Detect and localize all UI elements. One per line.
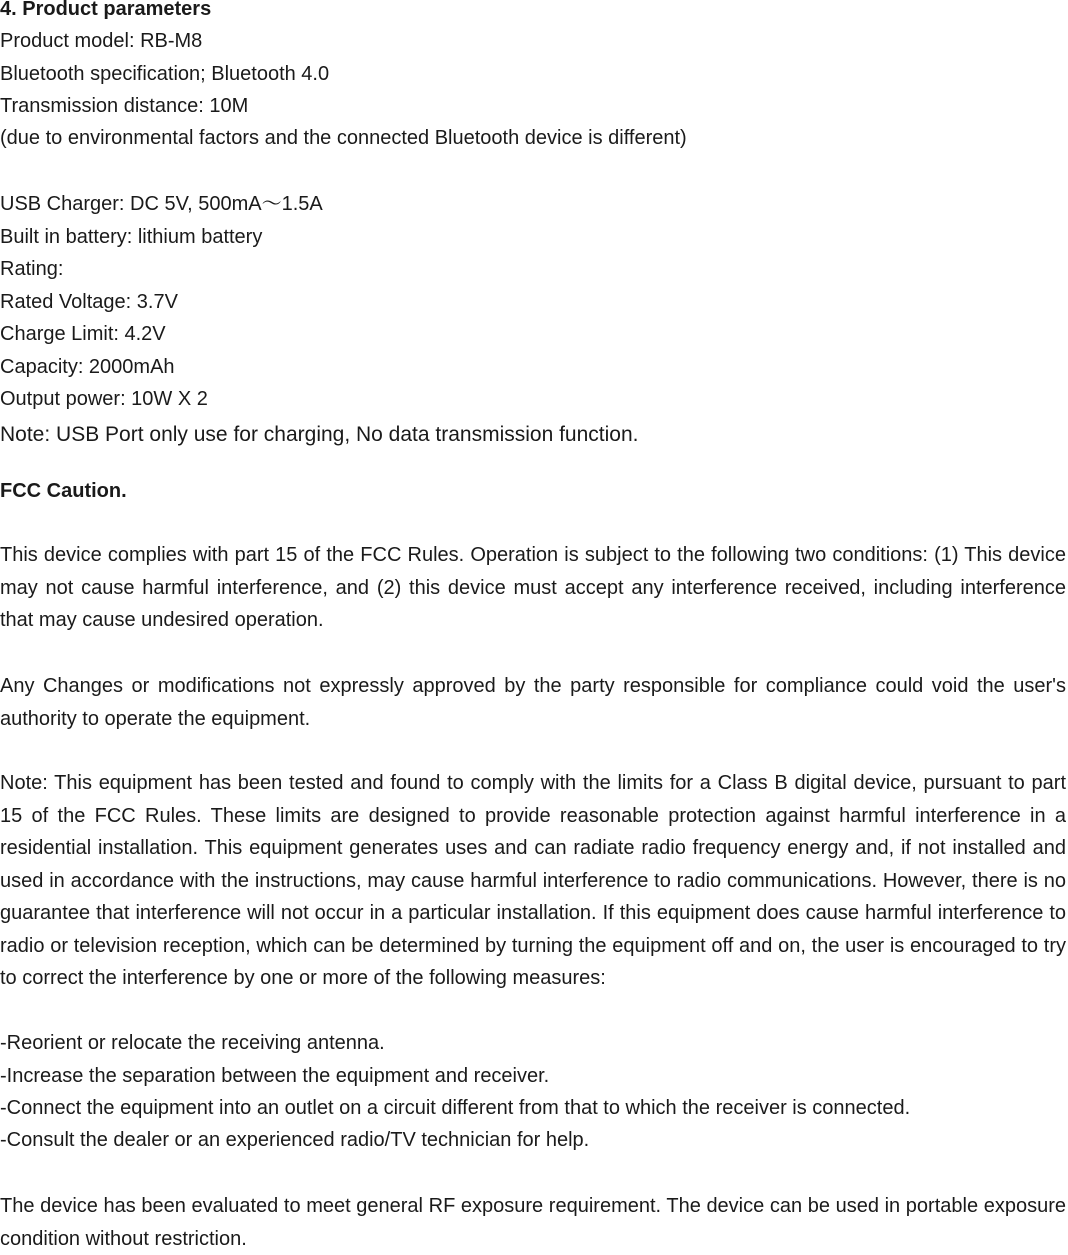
measure-item: -Connect the equipment into an outlet on a circuit different from that to which the receiver is connected. [0,1097,911,1119]
param-rated-voltage: Rated Voltage: 3.7V [0,291,178,313]
measure-item: -Reorient or relocate the receiving antenna. [0,1032,385,1054]
measure-item: -Increase the separation between the equipment and receiver. [0,1065,550,1087]
rf-exposure-paragraph: The device has been evaluated to meet general RF exposure requirement. The device can be used in portable exposure condition without restriction. [0,1195,1066,1250]
param-output-power: Output power: 10W X 2 [0,388,208,410]
param-rating: Rating: [0,258,64,280]
param-distance-note: (due to environmental factors and the connected Bluetooth device is different) [0,127,687,149]
section-title: 4. Product parameters [0,0,212,20]
param-bluetooth: Bluetooth specification; Bluetooth 4.0 [0,63,330,85]
param-charger: USB Charger: DC 5V, 500mA～1.5A [0,193,323,215]
measure-item: -Consult the dealer or an experienced radio/TV technician for help. [0,1129,590,1151]
usb-note: Note: USB Port only use for charging, No data transmission function. [0,423,639,446]
fcc-heading: FCC Caution. [0,480,127,502]
fcc-paragraph-class-b-note: Note: This equipment has been tested and found to comply with the limits for a Class B digital device, pursuant to part 15 of the FCC Rules. These limits are designed to provide reasonable protection against harmful interference in a residential installation. This equipment generates uses and can radiate radio frequency energy and, if not installed and used in accordance with the instructions, may cause harmful interference to radio communications. However, there is no guarantee that interference will not occur in a particular installation. If this equipment does cause harmful interference to radio or television reception, which can be determined by turning the equipment off and on, the user is encouraged to try to correct the interference by one or more of the following measures: [0,772,1066,989]
param-battery: Built in battery: lithium battery [0,226,263,248]
fcc-paragraph-changes: Any Changes or modifications not expressly approved by the party responsible for compliance could void the user's authority to operate the equipment. [0,675,1066,730]
param-capacity: Capacity: 2000mAh [0,356,175,378]
param-charge-limit: Charge Limit: 4.2V [0,323,166,345]
fcc-paragraph-conditions: This device complies with part 15 of the FCC Rules. Operation is subject to the following two conditions: (1) This device may not cause harmful interference, and (2) this device must accept any interference received, including interference that may cause undesired operation. [0,544,1066,632]
param-model: Product model: RB-M8 [0,30,203,52]
param-distance: Transmission distance: 10M [0,95,249,117]
